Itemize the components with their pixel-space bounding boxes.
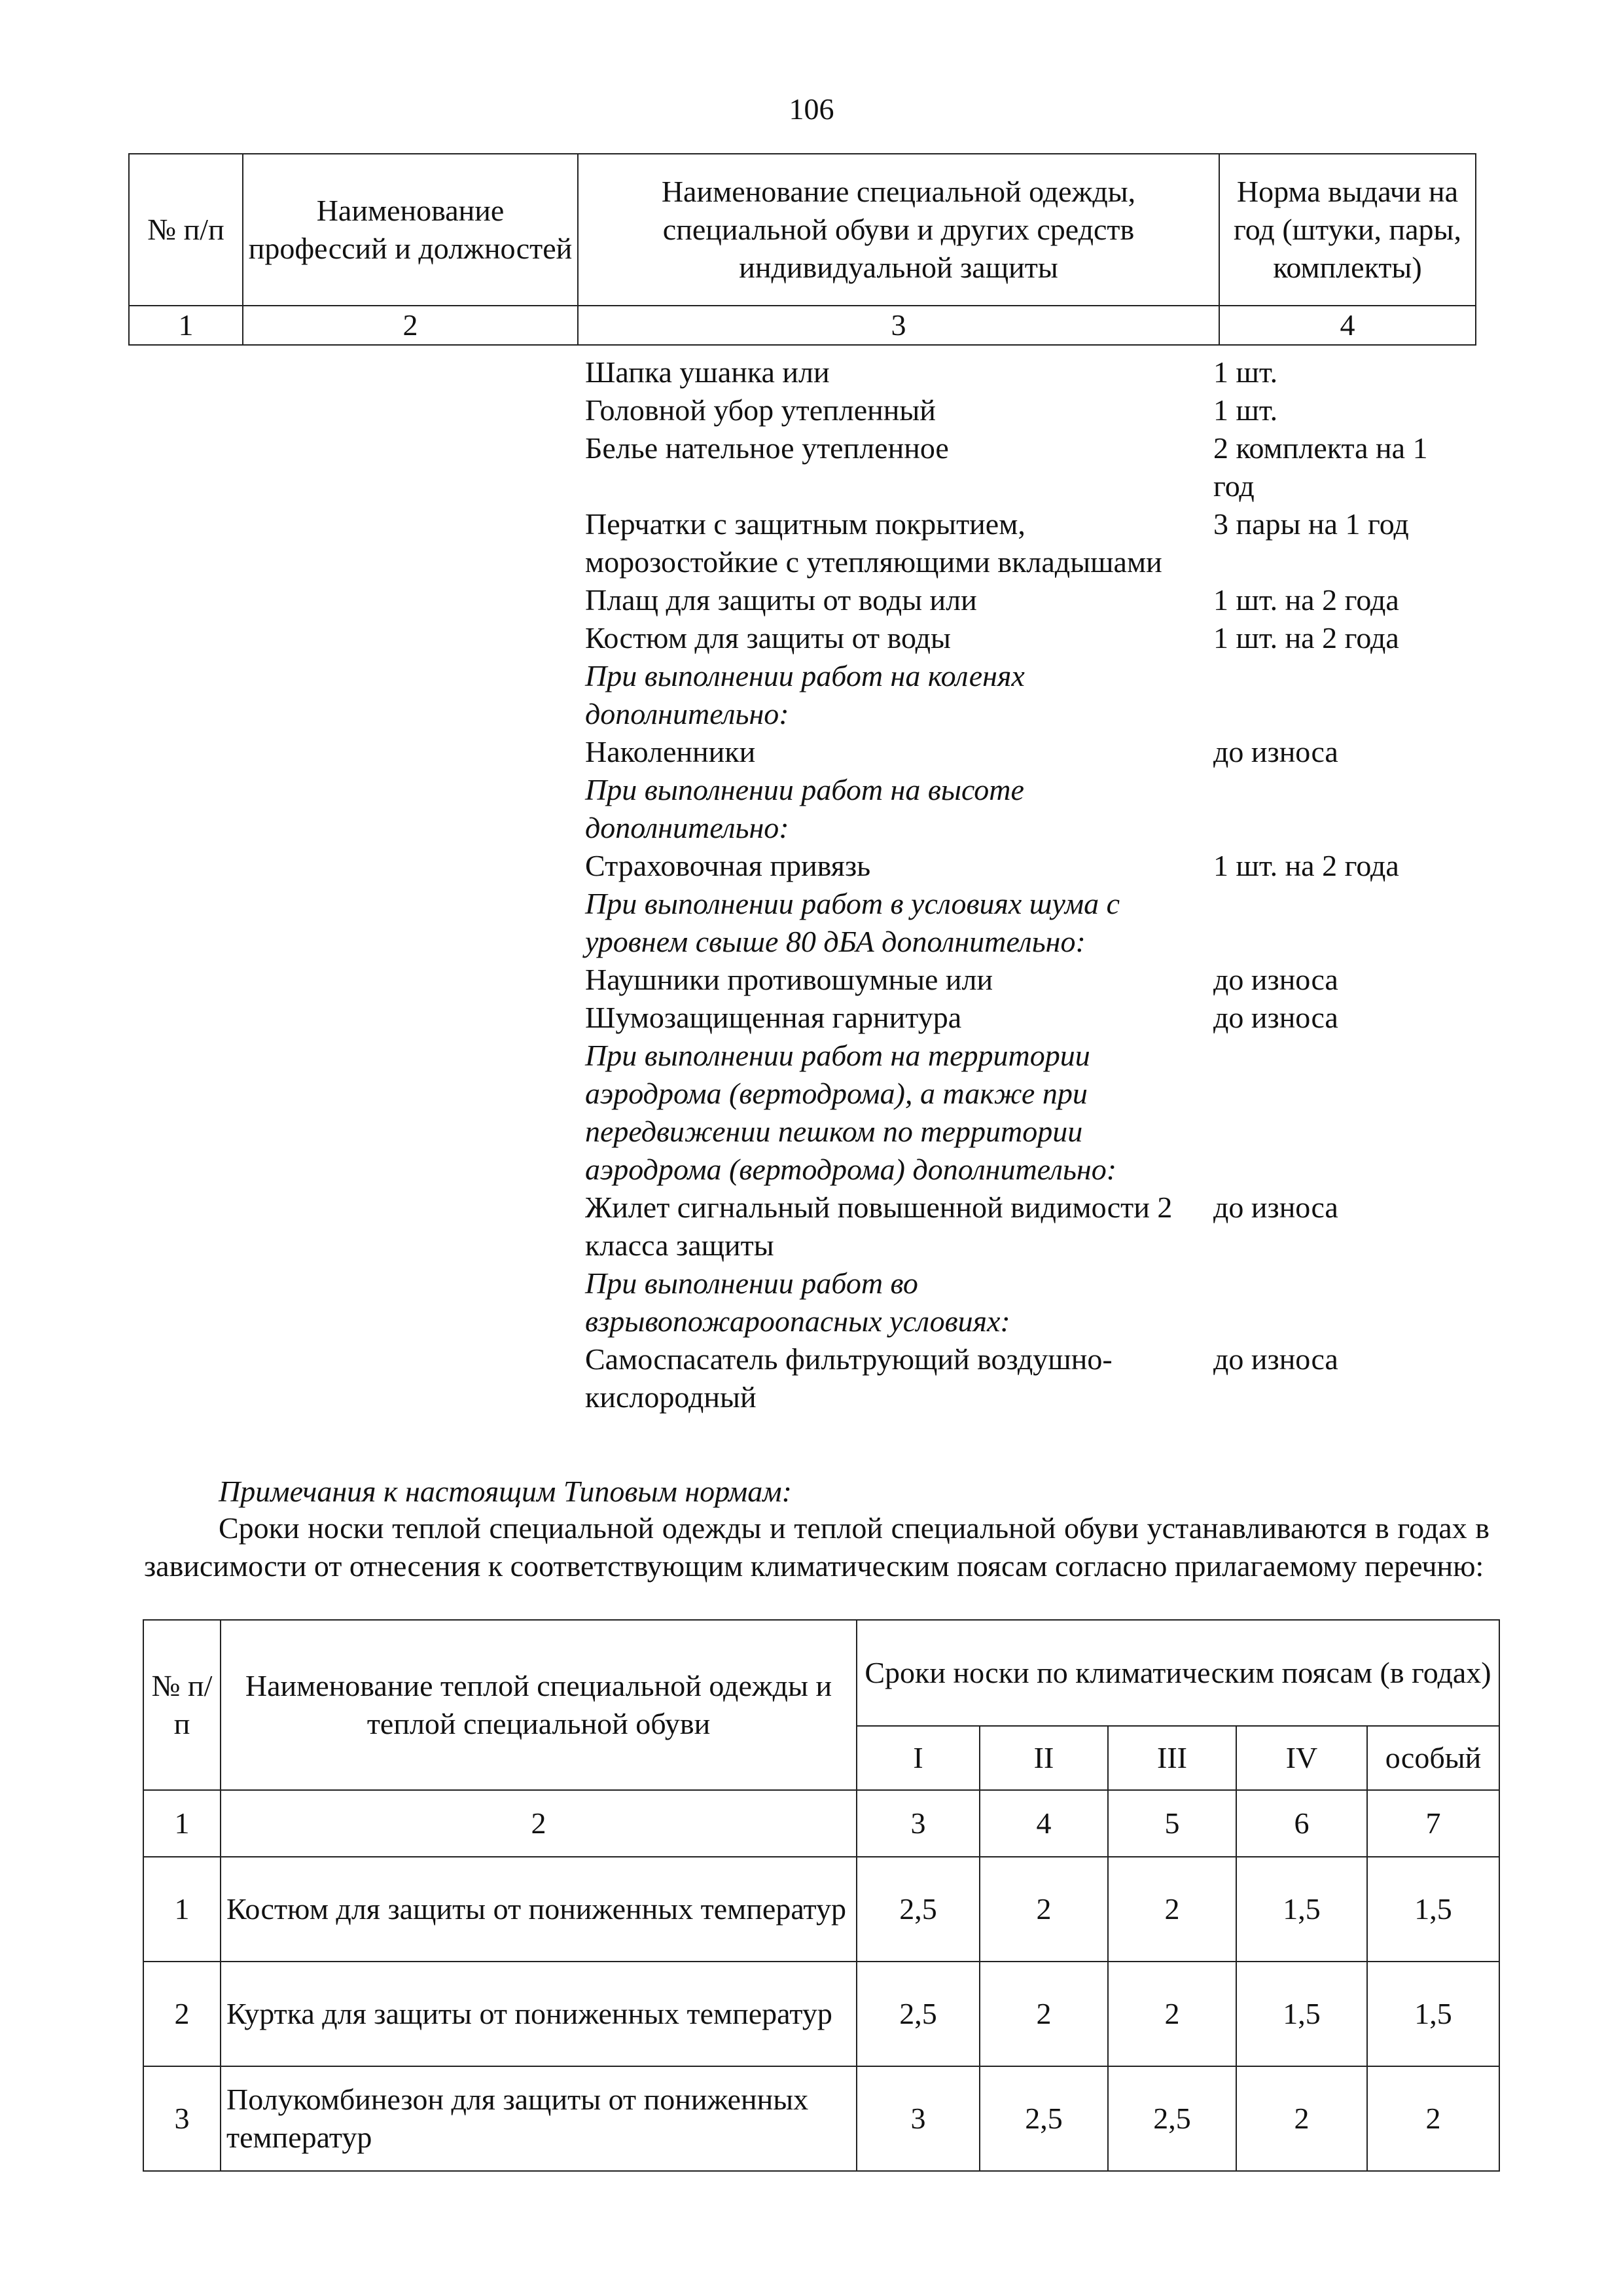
equipment-row xyxy=(585,505,1488,581)
equipment-item: Белье нательное утепленное xyxy=(585,431,949,465)
column-number: 4 xyxy=(980,1790,1108,1857)
table-row xyxy=(143,1962,1499,2066)
row-number: 3 xyxy=(143,2066,221,2171)
wear-header-name: Наименование теплой специальной одежды и теплой специальной обуви xyxy=(221,1620,857,1790)
equipment-norm: до износа xyxy=(1213,735,1338,768)
equipment-item: Наколенники xyxy=(585,735,756,768)
equipment-norm: 2 комплекта на 1 год xyxy=(1213,431,1428,503)
header-profession: Наименование профессий и должностей xyxy=(243,154,578,306)
equipment-row xyxy=(585,581,1488,619)
column-number: 5 xyxy=(1108,1790,1236,1857)
equipment-norm: 1 шт. на 2 года xyxy=(1213,621,1399,655)
condition-note-row xyxy=(585,657,1488,733)
equipment-norm: 1 шт. xyxy=(1213,393,1278,427)
equipment-item: Страховочная привязь xyxy=(585,849,871,882)
equipment-item: Костюм для защиты от воды xyxy=(585,621,951,655)
equipment-item: Самоспасатель фильтрующий воздушно-кислородный xyxy=(585,1342,1113,1414)
column-number: 6 xyxy=(1236,1790,1367,1857)
zone-header: IV xyxy=(1236,1726,1367,1790)
equipment-item: Плащ для защиты от воды или xyxy=(585,583,977,617)
notes-paragraph: Сроки носки теплой специальной одежды и теплой специальной обуви устанавливаются в годах в зависимости от отнесения к соответствующим климатическим поясам согласно прилагаемому перечню: xyxy=(144,1511,1489,1583)
header-equipment: Наименование специальной одежды, специальной обуви и других средств индивидуальной защиты xyxy=(578,154,1219,306)
equipment-norm xyxy=(1213,1265,1475,1340)
equipment-item: Шумозащищенная гарнитура xyxy=(585,1001,962,1034)
page-number: 106 xyxy=(789,92,834,126)
condition-note-row xyxy=(585,771,1488,847)
wear-period: 2,5 xyxy=(980,2066,1108,2171)
zone-header: I xyxy=(857,1726,980,1790)
wear-period: 3 xyxy=(857,2066,980,2171)
notes-heading: Примечания к настоящим Типовым нормам: xyxy=(219,1475,792,1508)
equipment-norm: до износа xyxy=(1213,963,1338,996)
column-number: 2 xyxy=(221,1790,857,1857)
equipment-norm: до износа xyxy=(1213,1001,1338,1034)
wear-header-number: № п/п xyxy=(143,1620,221,1790)
equipment-norm xyxy=(1213,657,1475,733)
equipment-norm xyxy=(1213,1037,1475,1189)
equipment-row xyxy=(585,847,1488,885)
column-number: 1 xyxy=(129,306,243,345)
equipment-item: Шапка ушанка или xyxy=(585,355,830,389)
equipment-row xyxy=(585,391,1488,429)
equipment-row xyxy=(585,1189,1488,1265)
condition-note: При выполнении работ на высоте дополнительно: xyxy=(585,773,1024,844)
condition-note-row xyxy=(585,885,1488,961)
equipment-norm xyxy=(1213,885,1475,961)
header-number: № п/п xyxy=(129,154,243,306)
condition-note: При выполнении работ в условиях шума с уровнем свыше 80 дБА дополнительно: xyxy=(585,887,1120,958)
equipment-norm xyxy=(1213,771,1475,847)
column-number: 1 xyxy=(143,1790,221,1857)
wear-period: 2 xyxy=(1108,1962,1236,2066)
wear-period: 2 xyxy=(1108,1857,1236,1962)
equipment-row xyxy=(585,733,1488,771)
zone-header: III xyxy=(1108,1726,1236,1790)
garment-name: Куртка для защиты от пониженных температур xyxy=(221,1962,857,2066)
wear-period: 2 xyxy=(980,1857,1108,1962)
equipment-norm: 1 шт. на 2 года xyxy=(1213,583,1399,617)
condition-note: При выполнении работ на коленях дополнительно: xyxy=(585,659,1025,730)
column-number: 7 xyxy=(1367,1790,1499,1857)
column-number: 3 xyxy=(857,1790,980,1857)
table-row xyxy=(143,2066,1499,2171)
equipment-item: Жилет сигнальный повышенной видимости 2 класса защиты xyxy=(585,1191,1173,1262)
equipment-row xyxy=(585,999,1488,1037)
wear-period: 1,5 xyxy=(1236,1962,1367,2066)
header-norm: Норма выдачи на год (штуки, пары, комплекты) xyxy=(1219,154,1476,306)
equipment-item: Перчатки с защитным покрытием, морозостойкие с утепляющими вкладышами xyxy=(585,507,1162,579)
column-number: 3 xyxy=(578,306,1219,345)
top-table-header xyxy=(128,153,1476,346)
equipment-item: Головной убор утепленный xyxy=(585,393,936,427)
column-number: 4 xyxy=(1219,306,1476,345)
wear-period: 2 xyxy=(980,1962,1108,2066)
equipment-norm: 3 пары на 1 год xyxy=(1213,507,1409,541)
zone-header: особый xyxy=(1367,1726,1499,1790)
wear-period: 1,5 xyxy=(1367,1857,1499,1962)
wear-period-table xyxy=(143,1619,1500,2172)
condition-note: При выполнении работ во взрывопожароопасных условиях: xyxy=(585,1266,1010,1338)
condition-note: При выполнении работ на территории аэродрома (вертодрома), а также при передвижении пешком по территории аэродрома (вертодрома) дополнительно: xyxy=(585,1039,1117,1186)
equipment-row xyxy=(585,429,1488,505)
equipment-row xyxy=(585,961,1488,999)
row-number: 2 xyxy=(143,1962,221,2066)
wear-period: 1,5 xyxy=(1236,1857,1367,1962)
equipment-row xyxy=(585,619,1488,657)
condition-note-row xyxy=(585,1037,1488,1189)
garment-name: Полукомбинезон для защиты от пониженных температур xyxy=(221,2066,857,2171)
equipment-norm: 1 шт. xyxy=(1213,355,1278,389)
equipment-row xyxy=(585,1340,1488,1416)
wear-period: 2,5 xyxy=(1108,2066,1236,2171)
wear-period: 2 xyxy=(1236,2066,1367,2171)
wear-period: 2,5 xyxy=(857,1962,980,2066)
equipment-norm: 1 шт. на 2 года xyxy=(1213,849,1399,882)
wear-period: 1,5 xyxy=(1367,1962,1499,2066)
garment-name: Костюм для защиты от пониженных температур xyxy=(221,1857,857,1962)
condition-note-row xyxy=(585,1265,1488,1340)
wear-period: 2,5 xyxy=(857,1857,980,1962)
equipment-row xyxy=(585,353,1488,391)
equipment-item: Наушники противошумные или xyxy=(585,963,993,996)
wear-period: 2 xyxy=(1367,2066,1499,2171)
equipment-norm: до износа xyxy=(1213,1191,1338,1224)
equipment-list xyxy=(585,353,1488,1416)
table-row xyxy=(143,1857,1499,1962)
column-number: 2 xyxy=(243,306,578,345)
zone-header: II xyxy=(980,1726,1108,1790)
equipment-norm: до износа xyxy=(1213,1342,1338,1376)
wear-header-zones: Сроки носки по климатическим поясам (в годах) xyxy=(857,1620,1499,1726)
row-number: 1 xyxy=(143,1857,221,1962)
